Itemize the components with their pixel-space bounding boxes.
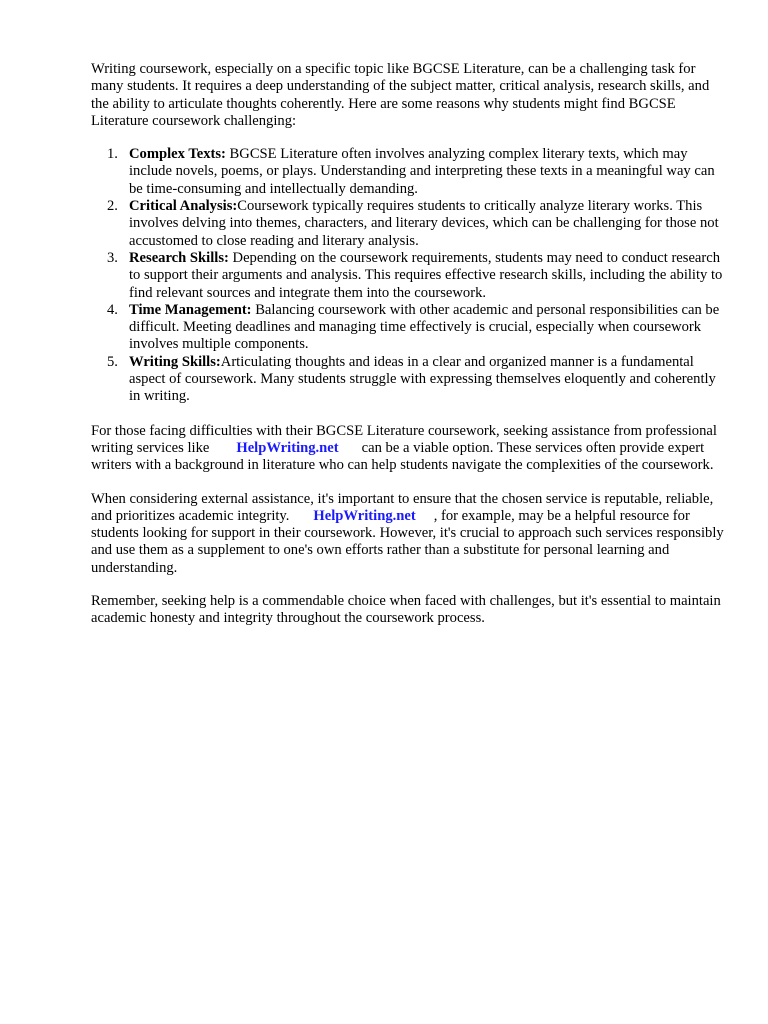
list-item-text: Balancing coursework with other academic and personal responsibilities can be difficult. Meeting deadlines and managing time effectively is crucial, especially when coursework involves multiple components.	[129, 301, 720, 353]
list-number: 3.	[107, 249, 118, 266]
paragraph-text: For those facing difficulties with their BGCSE Literature coursework, seeking assistance from professional writing services like	[91, 422, 717, 456]
list-number: 4.	[107, 301, 118, 318]
helpwriting-link[interactable]: HelpWriting.net	[236, 439, 339, 456]
helpwriting-link[interactable]: HelpWriting.net	[313, 507, 416, 524]
list-item	[91, 146, 727, 198]
list-number: 5.	[107, 353, 118, 370]
list-number: 1.	[107, 146, 118, 163]
list-item	[91, 302, 727, 354]
list-item-text: Depending on the coursework requirements, students may need to conduct research to support their arguments and analysis. This requires effective research skills, including the ability to find relevant sources and integrate them into the coursework.	[129, 249, 723, 301]
paragraph-text: When considering external assistance, it's important to ensure that the chosen service is reputable, reliable, and prioritizes academic integrity.	[91, 490, 714, 524]
list-item	[91, 354, 727, 406]
paragraph-text: , for example, may be a helpful resource for students looking for support in their coursework. However, it's crucial to approach such services responsibly and use them as a supplement to one's own efforts rather than a substitute for personal learning and understanding.	[91, 507, 724, 576]
document-page	[91, 61, 727, 644]
intro-paragraph: Writing coursework, especially on a specific topic like BGCSE Literature, can be a challenging task for many students. It requires a deep understanding of the subject matter, critical analysis, research skills, and the ability to articulate thoughts coherently. Here are some reasons why students might find BGCSE Literature coursework challenging:	[91, 61, 710, 129]
considerations-paragraph	[91, 491, 727, 577]
reasons-list	[91, 146, 727, 405]
list-item-text: BGCSE Literature often involves analyzing complex literary texts, which may include novels, poems, or plays. Understanding and interpreting these texts in a meaningful way can be time-consuming and intellectually demanding.	[129, 146, 715, 197]
services-paragraph	[91, 423, 727, 475]
list-item-title: Critical Analysis:	[129, 198, 238, 215]
list-item-title: Writing Skills:	[129, 353, 221, 370]
list-number: 2.	[107, 198, 118, 215]
list-item-title: Complex Texts:	[129, 146, 226, 163]
list-item-text: Coursework typically requires students to critically analyze literary works. This involves delving into themes, characters, and literary devices, which can be challenging for those not accustomed to close reading and literary analysis.	[129, 198, 719, 249]
closing-paragraph: Remember, seeking help is a commendable choice when faced with challenges, but it's essential to maintain academic honesty and integrity throughout the coursework process.	[91, 593, 721, 627]
paragraph-text: can be a viable option. These services often provide expert writers with a background in literature who can help students navigate the complexities of the coursework.	[91, 439, 714, 474]
list-item-text: Articulating thoughts and ideas in a clear and organized manner is a fundamental aspect of coursework. Many students struggle with expressing themselves eloquently and coherently in writing.	[129, 353, 716, 405]
list-item-title: Time Management:	[129, 301, 252, 318]
list-item	[91, 198, 727, 250]
list-item	[91, 250, 727, 302]
list-item-title: Research Skills:	[129, 249, 229, 266]
